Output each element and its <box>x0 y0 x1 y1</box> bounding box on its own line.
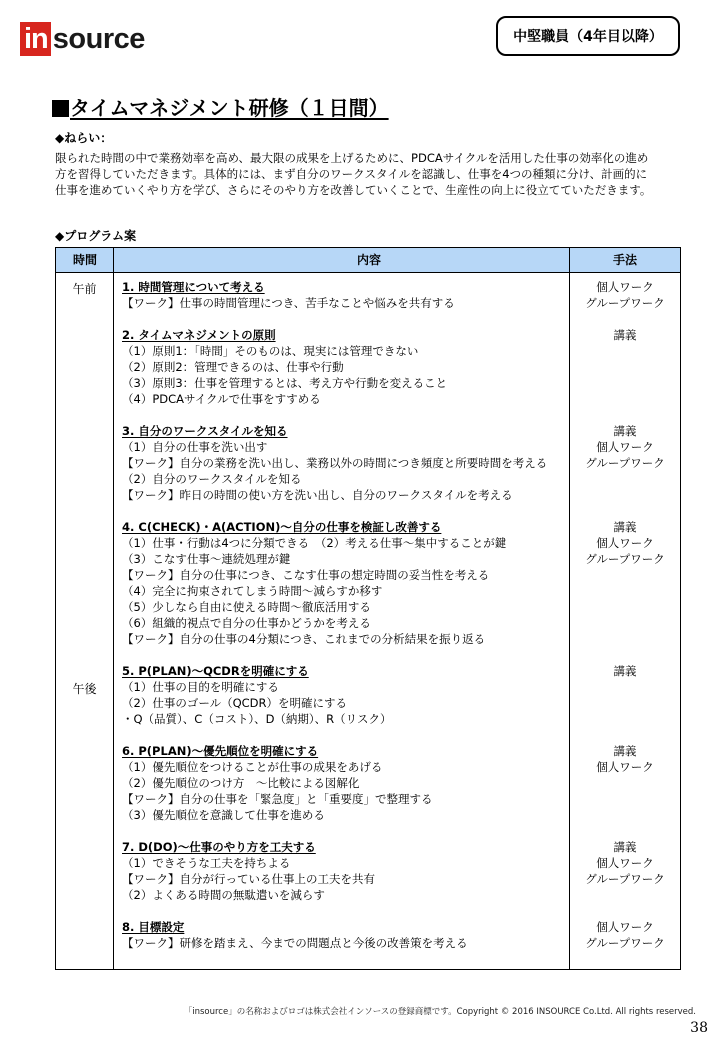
table-header-row <box>56 248 680 273</box>
session-item: ・Q（品質）、C（コスト）、D（納期）、R（リスク） <box>122 712 392 726</box>
method-block <box>570 279 680 311</box>
column-divider <box>113 248 114 969</box>
method-label: 個人ワーク <box>596 440 654 454</box>
session-item: （3）優先順位を意識して仕事を進める <box>122 808 325 822</box>
method-label: グループワーク <box>585 936 665 950</box>
column-header-content: 内容 <box>356 253 381 267</box>
method-block <box>570 423 680 503</box>
page-number: 38 <box>690 1020 708 1036</box>
period-afternoon: 午後 <box>72 682 97 696</box>
method-label: 個人ワーク <box>596 536 654 550</box>
session-item: 【ワーク】自分の仕事を「緊急度」と「重要度」で整理する <box>122 792 433 806</box>
session-item: （1）自分の仕事を洗い出す <box>122 440 268 454</box>
session-item: 【ワーク】自分の仕事につき、こなす仕事の想定時間の妥当性を考える <box>122 568 490 582</box>
session-item: 【ワーク】自分の仕事の4分類につき、これまでの分析結果を振り返る <box>122 632 486 646</box>
method-label: 講義 <box>613 744 637 758</box>
aim-heading: ◆ねらい： <box>55 131 113 145</box>
session-item: 【ワーク】研修を踏まえ、今までの問題点と今後の改善策を考える <box>122 936 468 950</box>
method-label: 個人ワーク <box>596 760 654 774</box>
method-label: グループワーク <box>585 296 665 310</box>
session-block <box>122 919 562 951</box>
session-item: （2）仕事のゴール（QCDR）を明確にする <box>122 696 348 710</box>
period-morning: 午前 <box>72 282 97 296</box>
session-item: 【ワーク】昨日の時間の使い方を洗い出し、自分のワークスタイルを考える <box>122 488 513 502</box>
method-label: 個人ワーク <box>596 280 654 294</box>
session-title: 1. 時間管理について考える <box>122 280 265 294</box>
method-label: 講義 <box>613 840 637 854</box>
session-item: （4）完全に拘束されてしまう時間～減らすか移す <box>122 584 383 598</box>
session-block <box>122 423 562 503</box>
session-title: 7. D(DO)～仕事のやり方を工夫する <box>122 840 316 854</box>
session-item: （1）仕事・行動は4つに分類できる （2）考える仕事～集中することが鍵 <box>122 536 507 550</box>
method-block <box>570 663 680 727</box>
session-contents <box>122 279 562 951</box>
session-title: 8. 目標設定 <box>122 920 185 934</box>
session-title: 2. タイムマネジメントの原則 <box>122 328 276 342</box>
session-item: （1）できそうな工夫を持ちよる <box>122 856 291 870</box>
footer-copyright: 「insource」の名称およびロゴは株式会社インソースの登録商標です。Copyright © 2016 INSOURCE Co.Ltd. All rights reserved. <box>183 1007 696 1017</box>
session-title: 4. C(CHECK)・A(ACTION)～自分の仕事を検証し改善する <box>122 520 442 534</box>
method-label: 講義 <box>613 328 637 342</box>
session-item: （2）優先順位のつけ方 ～比較による図解化 <box>122 776 360 790</box>
session-block <box>122 743 562 823</box>
method-label: グループワーク <box>585 872 665 886</box>
session-item: （1）優先順位をつけることが仕事の成果をあげる <box>122 760 383 774</box>
session-item: （1）原則1：「時間」そのものは、現実には管理できない <box>122 344 419 358</box>
session-block <box>122 663 562 727</box>
method-block <box>570 519 680 647</box>
method-block <box>570 327 680 407</box>
session-item: （2）原則2：管理できるのは、仕事や行動 <box>122 360 344 374</box>
session-title: 5. P(PLAN)～QCDRを明確にする <box>122 664 309 678</box>
method-label: グループワーク <box>585 552 665 566</box>
session-item: （5）少しなら自由に使える時間～徹底活用する <box>122 600 371 614</box>
session-item: （6）組織的視点で自分の仕事かどうかを考える <box>122 616 371 630</box>
program-heading: ◆プログラム案 <box>55 229 137 243</box>
session-block <box>122 519 562 647</box>
session-item: （3）こなす仕事～連続処理が鍵 <box>122 552 291 566</box>
aim-body: 限られた時間の中で業務効率を高め、最大限の成果を上げるために、PDCAサイクルを活用した仕事の効率化の進め方を習得していただきます。具体的には、まず自分のワークスタイルを認識し、仕事を4つの種類に分け、計画的に仕事を進めていくやり方を学び、さらにそのやり方を改善していくことで、生産性の向上に役立てていただきます。 <box>55 151 652 197</box>
logo-in: in <box>20 22 51 56</box>
session-item: （2）自分のワークスタイルを知る <box>122 472 302 486</box>
method-label: 講義 <box>613 520 637 534</box>
logo-source: source <box>52 23 145 55</box>
target-audience-badge: 中堅職員（4年目以降） <box>496 16 680 56</box>
program-table <box>55 247 681 970</box>
method-label: 個人ワーク <box>596 920 654 934</box>
method-label: 講義 <box>613 664 637 678</box>
page-title-text: タイムマネジメント研修（１日間） <box>70 96 389 120</box>
method-block <box>570 839 680 903</box>
session-item: 【ワーク】仕事の時間管理につき、苦手なことや悩みを共有する <box>122 296 455 310</box>
session-title: 6. P(PLAN)～優先順位を明確にする <box>122 744 319 758</box>
insource-logo <box>20 22 145 56</box>
method-block <box>570 919 680 951</box>
column-header-method: 手法 <box>612 253 637 267</box>
session-item: （1）仕事の目的を明確にする <box>122 680 279 694</box>
session-item: 【ワーク】自分の業務を洗い出し、業務以外の時間につき頻度と所要時間を考える <box>122 456 548 470</box>
session-title: 3. 自分のワークスタイルを知る <box>122 424 288 438</box>
method-label: 個人ワーク <box>596 856 654 870</box>
session-item: （4）PDCAサイクルで仕事をすすめる <box>122 392 321 406</box>
session-block <box>122 279 562 311</box>
column-header-time: 時間 <box>72 253 97 267</box>
title-square-icon <box>52 100 69 117</box>
session-block <box>122 839 562 903</box>
page-title <box>52 92 389 121</box>
session-item: （3）原則3：仕事を管理するとは、考え方や行動を変えること <box>122 376 448 390</box>
method-label: グループワーク <box>585 456 665 470</box>
session-block <box>122 327 562 407</box>
method-block <box>570 743 680 823</box>
session-methods <box>570 279 680 951</box>
method-label: 講義 <box>613 424 637 438</box>
session-item: 【ワーク】自分が行っている仕事上の工夫を共有 <box>122 872 375 886</box>
session-item: （2）よくある時間の無駄遣いを減らす <box>122 888 325 902</box>
